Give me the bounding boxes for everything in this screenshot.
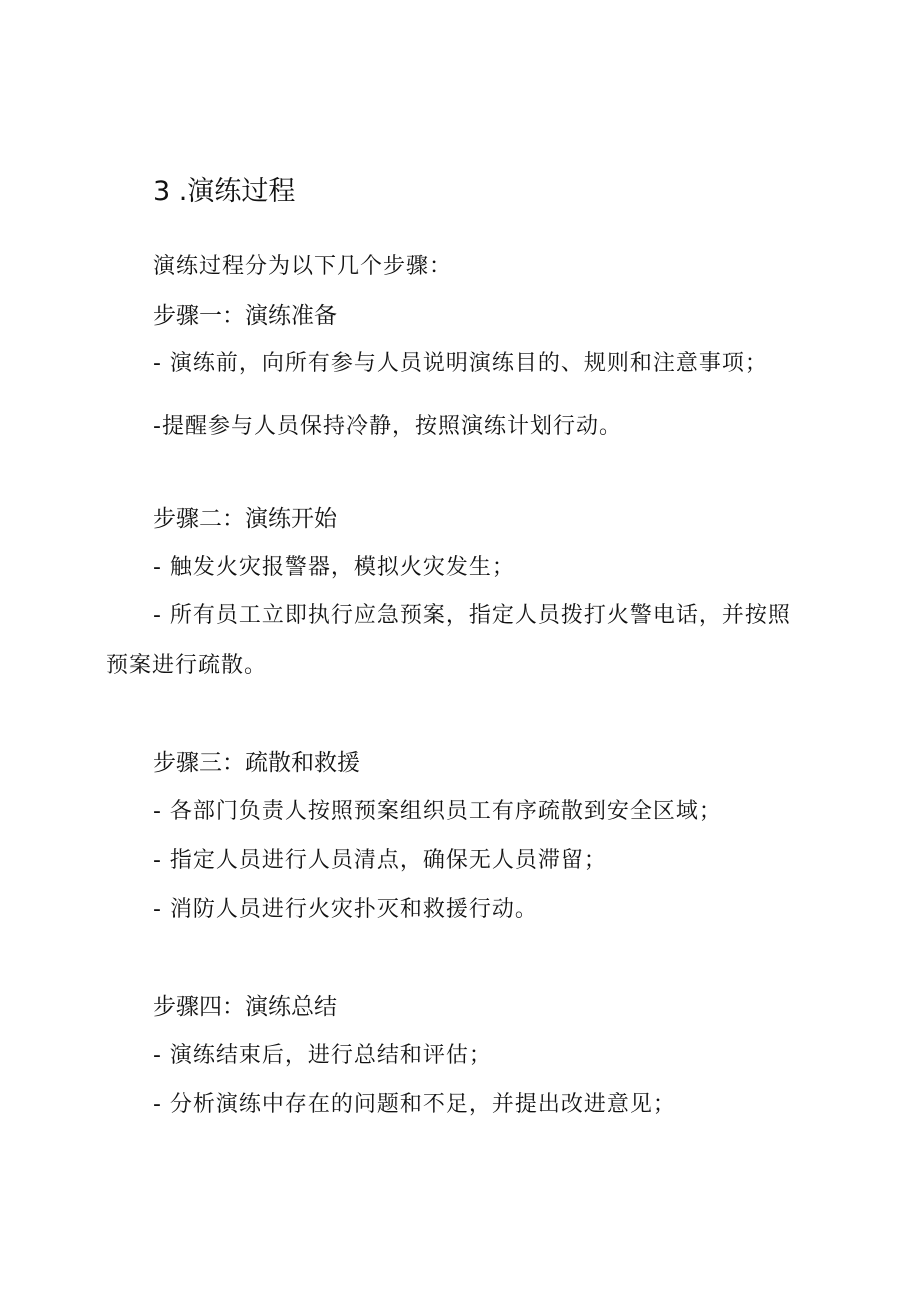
step4-item-2: - 分析演练中存在的问题和不足，并提出改进意见； <box>153 1092 676 1117</box>
step2-item-2-continued: 预案进行疏散。 <box>106 653 268 678</box>
step1-item-2: -提醒参与人员保持冷静，按照演练计划行动。 <box>153 414 622 439</box>
step3-item-2: - 指定人员进行人员清点，确保无人员滞留； <box>153 848 607 873</box>
step3-item-3: - 消防人员进行火灾扑灭和救援行动。 <box>153 897 538 922</box>
step4-title: 步骤四：演练总结 <box>153 994 337 1020</box>
step4-item-1: - 演练结束后，进行总结和评估； <box>153 1043 492 1068</box>
step2-title: 步骤二：演练开始 <box>153 506 337 532</box>
step1-title: 步骤一：演练准备 <box>153 303 337 329</box>
section-title: 3 .演练过程 <box>153 176 296 207</box>
intro-text: 演练过程分为以下几个步骤： <box>153 254 453 279</box>
step1-item-1: - 演练前，向所有参与人员说明演练目的、规则和注意事项； <box>153 351 768 376</box>
step3-title: 步骤三：疏散和救援 <box>153 750 360 776</box>
step2-item-1: - 触发火灾报警器，模拟火灾发生； <box>153 555 515 580</box>
step3-item-1: - 各部门负责人按照预案组织员工有序疏散到安全区域； <box>153 799 722 824</box>
step2-item-2: - 所有员工立即执行应急预案，指定人员拨打火警电话，并按照 <box>153 603 791 628</box>
